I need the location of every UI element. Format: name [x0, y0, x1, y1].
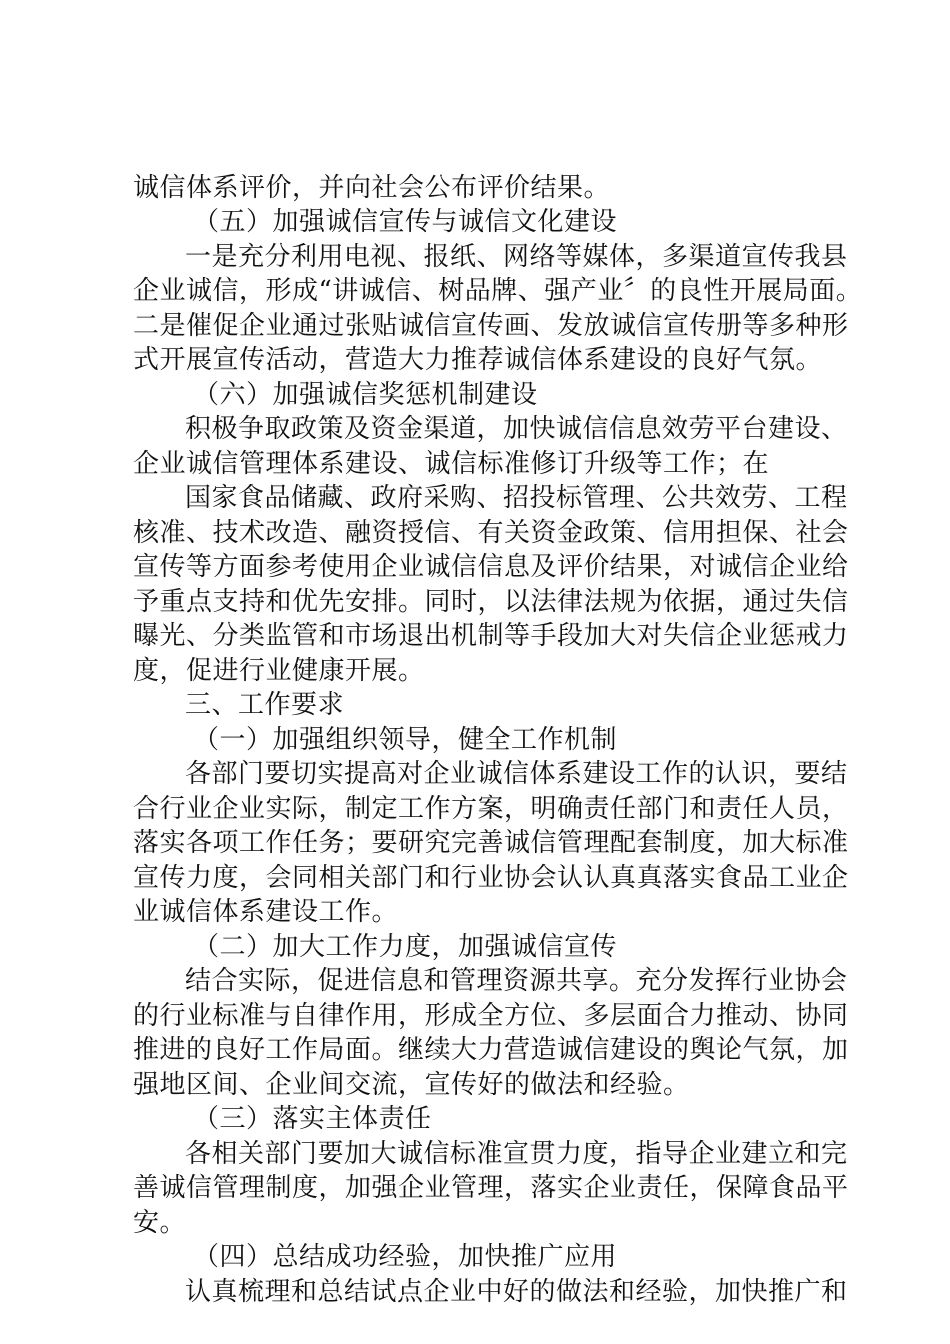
- text-line: 积极争取政策及资金渠道，加快诚信信息效劳平台建设、: [185, 414, 848, 444]
- text-line: 二是催促企业通过张贴诚信宣传画、发放诚信宣传册等多种形: [133, 311, 849, 341]
- text-line: 宣传力度，会同相关部门和行业协会认认真真落实食品工业企: [133, 863, 849, 893]
- text-line: 业诚信体系建设工作。: [133, 897, 399, 927]
- text-line: 企业诚信管理体系建设、诚信标准修订升级等工作；在: [133, 449, 770, 479]
- section-heading: （六）加强诚信奖惩机制建设: [193, 380, 538, 410]
- section-heading: （三）落实主体责任: [193, 1104, 432, 1134]
- text-line: 安。: [133, 1208, 187, 1238]
- text-line: 认真梳理和总结试点企业中好的做法和经验，加快推广和: [185, 1277, 848, 1307]
- text-line: 度，促进行业健康开展。: [133, 656, 425, 686]
- text-line: 宣传等方面参考使用企业诚信信息及评价结果，对诚信企业给: [133, 552, 849, 582]
- section-heading: （五）加强诚信宣传与诚信文化建设: [193, 207, 618, 237]
- text-line: 落实各项工作任务；要研究完善诚信管理配套制度，加大标准: [133, 828, 849, 858]
- text-line: 推进的良好工作局面。继续大力营造诚信建设的舆论气氛，加: [133, 1035, 849, 1065]
- text-line: 国家食品储藏、政府采购、招投标管理、公共效劳、工程: [185, 483, 848, 513]
- text-line: 合行业企业实际，制定工作方案，明确责任部门和责任人员，: [133, 794, 849, 824]
- text-line: 强地区间、企业间交流，宣传好的做法和经验。: [133, 1070, 690, 1100]
- section-heading: 三、工作要求: [185, 690, 345, 720]
- text-line: 的行业标准与自律作用，形成全方位、多层面合力推动、协同: [133, 1001, 849, 1031]
- text-line: 善诚信管理制度，加强企业管理，落实企业责任，保障食品平: [133, 1173, 849, 1203]
- text-line: 结合实际，促进信息和管理资源共享。充分发挥行业协会: [185, 966, 848, 996]
- text-line: 核准、技术改造、融资授信、有关资金政策、信用担保、社会: [133, 518, 849, 548]
- text-line: 各部门要切实提高对企业诚信体系建设工作的认识，要结: [185, 759, 848, 789]
- text-line: 式开展宣传活动，营造大力推荐诚信体系建设的良好气氛。: [133, 345, 823, 375]
- text-line: 曝光、分类监管和市场退出机制等手段加大对失信企业惩戒力: [133, 621, 849, 651]
- section-heading: （四）总结成功经验，加快推广应用: [193, 1242, 618, 1272]
- section-heading: （二）加大工作力度，加强诚信宣传: [193, 932, 618, 962]
- text-line: 一是充分利用电视、报纸、网络等媒体，多渠道宣传我县: [185, 242, 848, 272]
- text-line: 诚信体系评价，并向社会公布评价结果。: [133, 173, 611, 203]
- section-heading: （一）加强组织领导，健全工作机制: [193, 725, 618, 755]
- text-line: 予重点支持和优先安排。同时，以法律法规为依据，通过失信: [133, 587, 849, 617]
- text-line: 企业诚信，形成“讲诚信、树品牌、强产业〞的良性开展局面。: [133, 276, 863, 306]
- text-line: 各相关部门要加大诚信标准宣贯力度，指导企业建立和完: [185, 1139, 848, 1169]
